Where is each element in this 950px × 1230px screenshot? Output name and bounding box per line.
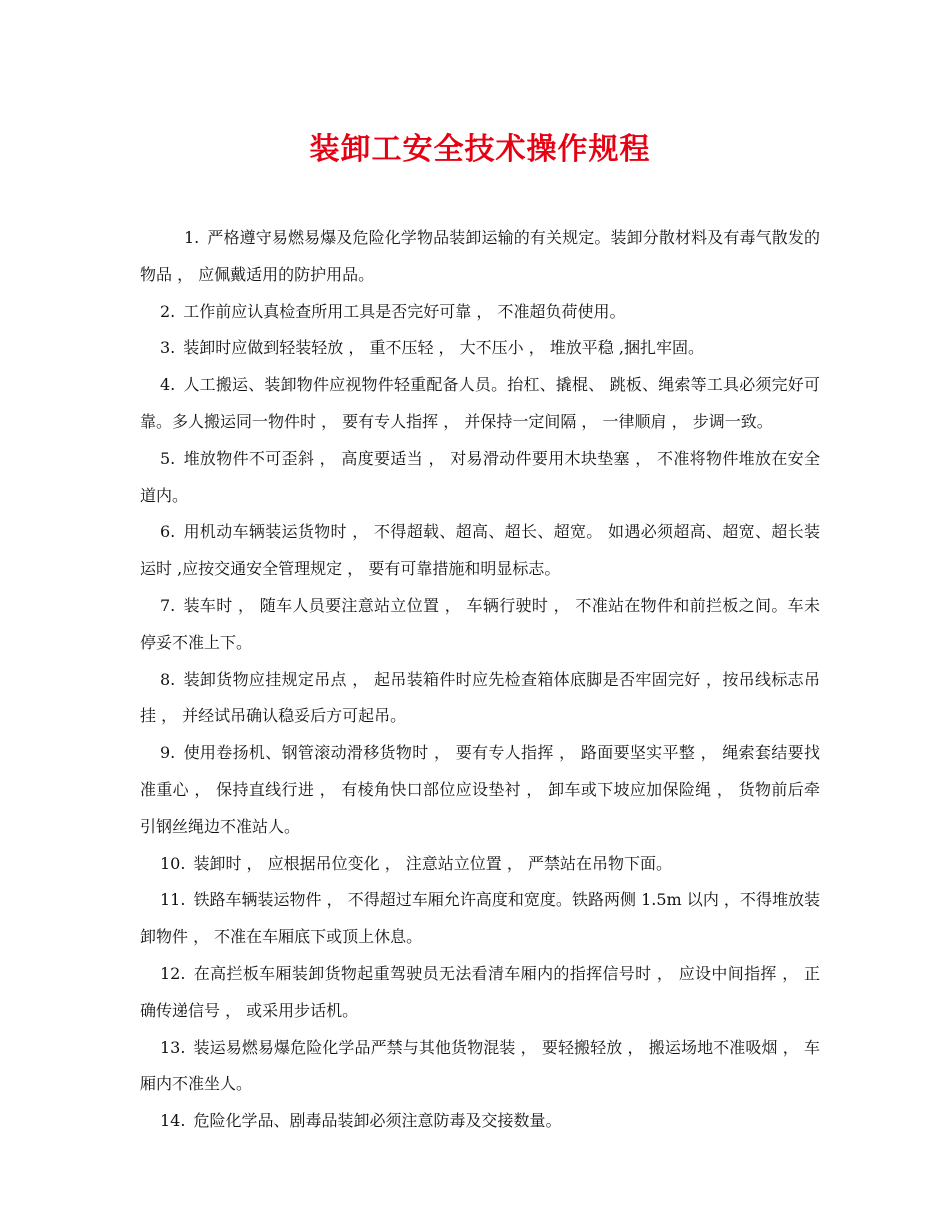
clause-number: 8.	[160, 669, 176, 689]
clause-number: 7.	[160, 595, 176, 615]
clause-number: 12.	[160, 963, 186, 983]
document-title: 装卸工安全技术操作规程	[309, 132, 651, 167]
clause-8	[140, 662, 820, 736]
clause-10	[140, 846, 820, 883]
clause-7	[140, 588, 820, 662]
clause-number: 10.	[160, 853, 186, 873]
clause-number: 11.	[160, 890, 186, 910]
clause-text: 工作前应认真检查所用工具是否完好可靠 ， 不准超负荷使用。	[183, 301, 626, 321]
clause-list	[140, 220, 820, 1140]
clause-text: 装卸时 ， 应根据吊位变化 ， 注意站立位置 ， 严禁站在吊物下面。	[193, 853, 672, 873]
clause-6	[140, 514, 820, 588]
clause-number: 13.	[160, 1037, 186, 1057]
clause-number: 4.	[160, 375, 176, 395]
clause-number: 3.	[160, 338, 176, 358]
clause-number: 2.	[160, 301, 176, 321]
clause-text: 堆放物件不可歪斜 ， 高度要适当 ， 对易滑动件要用木块垫塞 ， 不准将物件堆放在安全道内。	[140, 448, 820, 505]
clause-3	[140, 330, 820, 367]
clause-text: 用机动车辆装运货物时 ， 不得超载、超高、超长、超宽。 如遇必须超高、超宽、超长装运时 ,应按交通安全管理规定 ， 要有可靠措施和明显标志。	[140, 522, 820, 579]
clause-text: 铁路车辆装运物件 ， 不得超过车厢允许高度和宽度。铁路两侧 1.5m 以内 ，不得堆放装卸物件 ， 不准在车厢底下或顶上休息。	[140, 890, 820, 947]
clause-2	[140, 294, 820, 331]
clause-number: 5.	[160, 448, 176, 468]
clause-number: 1.	[184, 228, 200, 247]
clause-4	[140, 367, 820, 441]
clause-text: 在高拦板车厢装卸货物起重驾驶员无法看清车厢内的指挥信号时 ， 应设中间指挥 ， 正确传递信号 ， 或采用步话机。	[140, 963, 820, 1020]
clause-11	[140, 882, 820, 956]
clause-text: 严格遵守易燃易爆及危险化学物品装卸运输的有关规定。装卸分散材料及有毒气散发的物品 ， 应佩戴适用的防护用品。	[140, 228, 820, 284]
clause-text: 装卸货物应挂规定吊点 ， 起吊装箱件时应先检查箱体底脚是否牢固完好 ，按吊线标志吊挂 ， 并经试吊确认稳妥后方可起吊。	[140, 669, 820, 726]
clause-text: 人工搬运、装卸物件应视物件轻重配备人员。抬杠、撬棍、 跳板、绳索等工具必须完好可靠。多人搬运同一物件时 ， 要有专人指挥 ， 并保持一定间隔 ， 一律顺肩 ， 步调一致。	[140, 375, 820, 431]
clause-number: 6.	[160, 522, 176, 542]
clause-13	[140, 1030, 820, 1104]
clause-text: 装卸时应做到轻装轻放 ， 重不压轻 ， 大不压小 ， 堆放平稳 ,捆扎牢固。	[183, 338, 704, 358]
clause-5	[140, 441, 820, 515]
document-page	[140, 120, 820, 1140]
clause-12	[140, 956, 820, 1030]
clause-14	[140, 1103, 820, 1140]
clause-text: 危险化学品、剧毒品装卸必须注意防毒及交接数量。	[193, 1111, 562, 1131]
clause-text: 装运易燃易爆危险化学品严禁与其他货物混装 ， 要轻搬轻放 ， 搬运场地不准吸烟 ， 车厢内不准坐人。	[140, 1037, 820, 1094]
clause-9	[140, 735, 820, 845]
clause-1	[140, 220, 820, 294]
clause-number: 9.	[160, 743, 176, 763]
clause-text: 使用卷扬机、钢管滚动滑移货物时 ， 要有专人指挥 ， 路面要坚实平整 ， 绳索套结要找准重心 ， 保持直线行进 ， 有棱角快口部位应设垫衬 ， 卸车或下坡应加保险绳 ， 货物前后牵引钢丝绳边不准站人。	[140, 743, 820, 836]
clause-number: 14.	[160, 1111, 186, 1131]
clause-text: 装车时 ， 随车人员要注意站立位置 ， 车辆行驶时 ， 不准站在物件和前拦板之间。车未停妥不准上下。	[140, 595, 820, 652]
